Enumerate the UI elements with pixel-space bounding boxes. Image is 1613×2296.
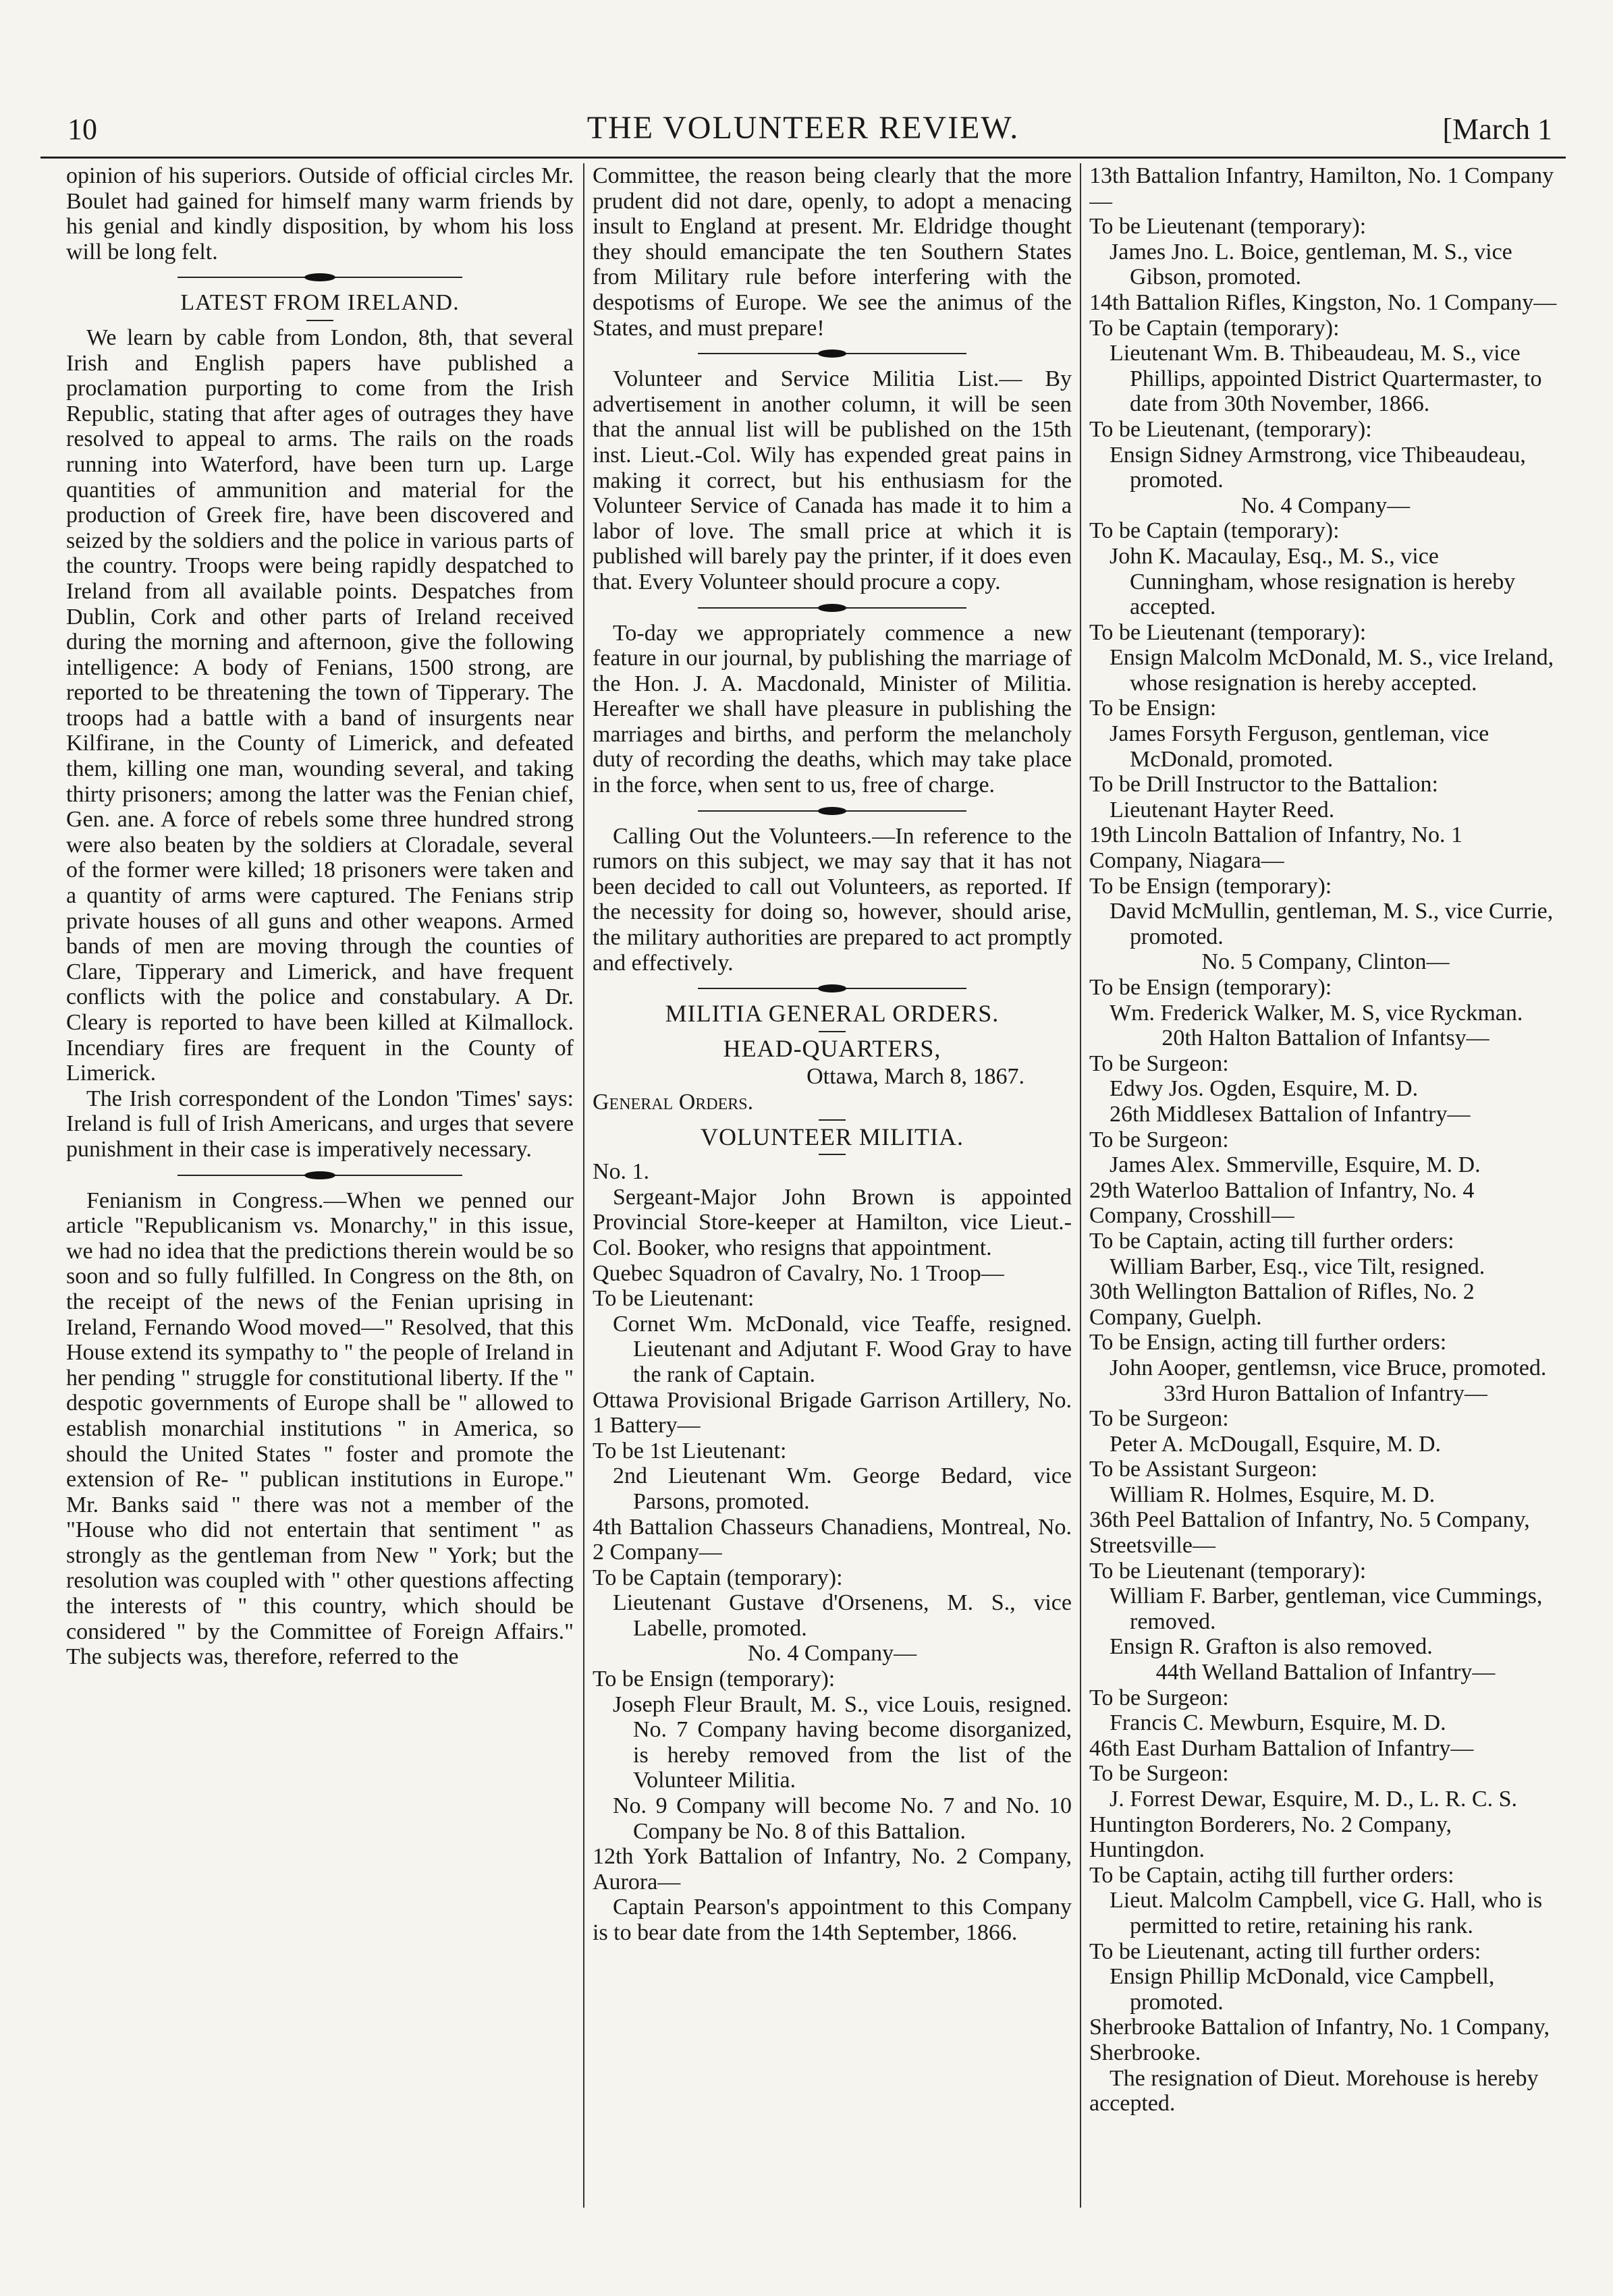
- headline-head-quarters: HEAD-QUARTERS,: [723, 1034, 941, 1062]
- article-calling-out: Calling Out the Volunteers.—In reference to the rumors on this subject, we may say that it has not been decided to call out Volunteers, as reported. If the necessity for doing so, however, should arise, the military authorities are prepared to act promptly and effectively.: [593, 823, 1072, 976]
- order-line: No. 4 Company—: [1240, 493, 1411, 518]
- issue-date: [March 1: [1442, 113, 1552, 146]
- short-rule: [819, 1119, 846, 1121]
- order-line: Peter A. McDougall, Esquire, M. D.: [1110, 1431, 1442, 1457]
- order-line: To be Surgeon:: [1089, 1051, 1229, 1076]
- order-line: Ensign R. Grafton is also removed.: [1110, 1634, 1433, 1660]
- order-line: Sergeant-Major John Brown is appointed Provincial Store-keeper at Hamilton, vice Lieut.-Col. Booker, who resigns that appointment.: [593, 1184, 1072, 1260]
- order-line: To be Captain, acting till further orders:: [1089, 1228, 1454, 1254]
- order-line: To be Drill Instructor to the Battalion:: [1089, 772, 1438, 797]
- order-line: James Jno. L. Boice, gentleman, M. S., vice Gibson, promoted.: [1110, 239, 1512, 290]
- headline-militia-orders: MILITIA GENERAL ORDERS.: [665, 1000, 1000, 1028]
- order-line: To be Surgeon:: [1089, 1127, 1229, 1152]
- order-line: To be Lieutenant (temporary):: [1089, 619, 1367, 645]
- order-line: William R. Holmes, Esquire, M. D.: [1110, 1482, 1436, 1507]
- order-line: 36th Peel Battalion of Infantry, No. 5 Company, Streetsville—: [1089, 1507, 1530, 1559]
- order-line: Ensign Sidney Armstrong, vice Thibeaudeau, promoted.: [1110, 442, 1526, 493]
- order-line: 20th Halton Battalion of Infantsy—: [1161, 1026, 1489, 1051]
- order-line: 30th Wellington Battalion of Rifles, No. 2 Company, Guelph.: [1089, 1279, 1475, 1330]
- order-line: To be Lieutenant (temporary):: [1089, 1558, 1367, 1584]
- order-line: William F. Barber, gentleman, vice Cummings, removed.: [1110, 1584, 1543, 1634]
- ornament-divider: [66, 1165, 574, 1185]
- order-line: 26th Middlesex Battalion of Infantry—: [1110, 1101, 1471, 1127]
- order-line: To be Lieutenant:: [593, 1286, 755, 1312]
- order-line: Huntington Borderers, No. 2 Company, Huntingdon.: [1089, 1812, 1452, 1863]
- order-line: To be Surgeon:: [1089, 1406, 1229, 1432]
- order-line: To be Lieutenant (temporary):: [1089, 214, 1367, 240]
- order-line: Joseph Fleur Brault, M. S., vice Louis, resigned. No. 7 Company having become disorganized, is hereby removed from the list of the Volunteer Militia.: [613, 1691, 1072, 1793]
- ornament-divider: [593, 598, 1072, 618]
- order-line: Lieut. Malcolm Campbell, vice G. Hall, who is permitted to retire, retaining his rank.: [1110, 1888, 1543, 1938]
- short-rule: [819, 1031, 846, 1032]
- order-line: Sherbrooke Battalion of Infantry, No. 1 Company, Sherbrooke.: [1089, 2015, 1550, 2065]
- ornament-divider: [593, 801, 1072, 821]
- order-line: J. Forrest Dewar, Esquire, M. D., L. R. C. S.: [1110, 1787, 1517, 1812]
- order-line: James Forsyth Ferguson, gentleman, vice McDonald, promoted.: [1110, 721, 1489, 772]
- order-line: To be Lieutenant, acting till further orders:: [1089, 1938, 1481, 1964]
- article-committee: Committee, the reason being clearly that the more prudent did not dare, openly, to adopt a menacing insult to England at present. Mr. Eldridge thought they should emancipate the ten Southern States from Military rule before interfering with the despotisms of Europe. We see the animus of the States, and must prepare!: [593, 163, 1072, 341]
- order-line: To be Lieutenant, (temporary):: [1089, 416, 1372, 442]
- order-line: 14th Battalion Rifles, Kingston, No. 1 Company—: [1089, 289, 1557, 315]
- dateline: Ottawa, March 8, 1867.: [806, 1064, 1024, 1090]
- order-line: Ottawa Provisional Brigade Garrison Artillery, No. 1 Battery—: [593, 1387, 1072, 1438]
- short-rule: [306, 320, 333, 321]
- column-3: [1089, 163, 1562, 2208]
- order-line: No. 9 Company will become No. 7 and No. 10 Company be No. 8 of this Battalion.: [613, 1793, 1072, 1844]
- order-line: Cornet Wm. McDonald, vice Teaffe, resigned. Lieutenant and Adjutant F. Wood Gray to have the rank of Captain.: [613, 1311, 1072, 1387]
- article-fenianism-congress: Fenianism in Congress.—When we penned our article "Republicanism vs. Monarchy," in this issue, we had no idea that the predictions therein would be so soon and so fully fulfilled. In Congress on the 8th, on the receipt of the news of the Fenian uprising in Ireland, Fernando Wood moved—" Resolved, that this House extend its sympathy to " the people of Ireland in her pending " struggle for constitutional liberty. If the " despotic governments of Europe shall be " allowed to establish monarchial institutions " in America, so should the United States " foster and promote the extension of Re- " publican institutions in Europe." Mr. Banks said " there was not a member of the "House who did not entertain that sentiment " as strongly as the gentleman from New " York; but the resolution was coupled with " other questions affecting the interests of " this country, which should be considered " by the Committee of Foreign Affairs." The subjects was, therefore, referred to the: [66, 1187, 574, 1670]
- headline-volunteer-militia: VOLUNTEER MILITIA.: [701, 1123, 964, 1150]
- ornament-divider: [66, 267, 574, 287]
- article-ireland: We learn by cable from London, 8th, that several Irish and English papers have published a proclamation purporting to come from the Irish Republic, stating that after ages of outrages they have resolved to appeal to arms. The rails on the roads running into Waterford, have been turn up. Large quantities of ammunition and material for the production of Greek fire, have been discovered and seized by the soldiers and the police in various parts of the country. Troops were being rapidly despatched to Ireland from all available points. Despatches from Dublin, Cork and other parts of Ireland received during the morning and afternoon, give the following intelligence: A body of Fenians, 1500 strong, are reported to be threatening the town of Tipperary. The troops had a battle with a band of insurgents near Kilfirane, in the County of Limerick, and defeated them, killing one man, wounding several, and taking thirty prisoners; among the latter was the Fenian chief, Gen. ane. A force of rebels some three hundred strong were also beaten by the soldiers at Cloradale, several of the former were killed; 18 prisoners were taken and a quantity of arms were captured. The Fenians strip private houses of all guns and other weapons. Armed bands of men are moving through the counties of Clare, Tipperary and Limerick, and have frequent conflicts with the police and constabulary. A Dr. Cleary is reported to have been killed at Kilmallock. Incendiary fires are frequent in the County of Limerick.: [66, 325, 574, 1086]
- ornament-divider: [593, 343, 1072, 364]
- short-rule: [819, 1154, 846, 1155]
- order-line: 4th Battalion Chasseurs Chanadiens, Montreal, No. 2 Company—: [593, 1514, 1072, 1565]
- ornament-divider: [593, 978, 1072, 999]
- masthead-title: THE VOLUNTEER REVIEW.: [586, 110, 1020, 146]
- order-line: Lieutenant Gustave d'Orsenens, M. S., vice Labelle, promoted.: [613, 1590, 1072, 1641]
- headline-ireland: LATEST FROM IRELAND.: [180, 290, 460, 316]
- order-line: To be Surgeon:: [1089, 1685, 1229, 1710]
- column-2: [593, 163, 1072, 2208]
- order-line: 12th York Battalion of Infantry, No. 2 Company, Aurora—: [593, 1844, 1072, 1895]
- order-line: To be Captain, actihg till further orders:: [1089, 1862, 1454, 1888]
- order-line: Ensign Phillip McDonald, vice Campbell, promoted.: [1110, 1964, 1495, 2015]
- order-line: 33rd Huron Battalion of Infantry—: [1164, 1380, 1487, 1406]
- order-line: No. 4 Company—: [747, 1641, 917, 1667]
- order-line: No. 5 Company, Clinton—: [1201, 949, 1450, 975]
- column-divider: [1080, 163, 1081, 2208]
- order-line: To be Surgeon:: [1089, 1761, 1229, 1787]
- order-line: The resignation of Dieut. Morehouse is hereby accepted.: [1089, 2065, 1539, 2117]
- article-continued: opinion of his superiors. Outside of official circles Mr. Boulet had gained for himself many warm friends by his genial and kindly disposition, by whom his loss will be long felt.: [66, 163, 574, 264]
- article-today: To-day we appropriately commence a new feature in our journal, by publishing the marriage of the Hon. J. A. Macdonald, Minister of Militia. Hereafter we shall have pleasure in publishing the marriages and births, and perform the melancholy duty of recording the deaths, which may take place in the force, when sent to us, free of charge.: [593, 620, 1072, 798]
- column-divider: [583, 163, 584, 2208]
- article-militia-list: Volunteer and Service Militia List.— By advertisement in another column, it will be seen that the annual list will be published on the 15th inst. Lieut.-Col. Wily has expended great pains in making it correct, but his enthusiasm for the Volunteer Service of Canada has made it to him a labor of love. The small price at which it is published will barely pay the printer, if it does even that. Every Volunteer should procure a copy.: [593, 366, 1072, 594]
- order-line: 46th East Durham Battalion of Infantry—: [1089, 1735, 1474, 1761]
- general-orders-label: General Orders.: [593, 1090, 754, 1115]
- article-times: The Irish correspondent of the London 'Times' says: Ireland is full of Irish Americans, and urges that severe punishment in their case is imperatively necessary.: [66, 1086, 574, 1162]
- order-line: To be Assistant Surgeon:: [1089, 1457, 1317, 1482]
- order-line: 19th Lincoln Battalion of Infantry, No. 1 Company, Niagara—: [1089, 822, 1463, 874]
- order-line: Lieutenant Wm. B. Thibeaudeau, M. S., vice Phillips, appointed District Quartermaster, to date from 30th November, 1866.: [1110, 341, 1542, 417]
- order-line: To be Ensign (temporary):: [593, 1667, 836, 1692]
- order-line: James Alex. Smmerville, Esquire, M. D.: [1110, 1152, 1481, 1178]
- column-1: [66, 163, 574, 2208]
- order-line: Quebec Squadron of Cavalry, No. 1 Troop—: [593, 1260, 1004, 1286]
- order-line: John K. Macaulay, Esq., M. S., vice Cunningham, whose resignation is hereby accepted.: [1110, 543, 1516, 620]
- order-line: 29th Waterloo Battalion of Infantry, No. 4 Company, Crosshill—: [1089, 1177, 1475, 1229]
- order-line: To be 1st Lieutenant:: [593, 1438, 787, 1463]
- order-line: Francis C. Mewburn, Esquire, M. D.: [1110, 1710, 1446, 1736]
- order-line: To be Ensign (temporary):: [1089, 975, 1332, 1000]
- order-line: 44th Welland Battalion of Infantry—: [1155, 1660, 1496, 1685]
- page-number: 10: [67, 113, 97, 146]
- order-line: To be Captain (temporary):: [1089, 518, 1340, 544]
- order-line: To be Ensign:: [1089, 696, 1217, 721]
- order-line: To be Ensign (temporary):: [1089, 873, 1332, 899]
- order-line: Ensign Malcolm McDonald, M. S., vice Ireland, whose resignation is hereby accepted.: [1110, 645, 1554, 696]
- order-line: Edwy Jos. Ogden, Esquire, M. D.: [1110, 1076, 1419, 1102]
- page-header: [40, 101, 1566, 159]
- order-line: John Aooper, gentlemsn, vice Bruce, promoted.: [1110, 1355, 1547, 1380]
- order-line: To be Ensign, acting till further orders:: [1089, 1330, 1447, 1355]
- order-line: To be Captain (temporary):: [593, 1565, 843, 1590]
- order-line: To be Captain (temporary):: [1089, 315, 1340, 341]
- order-line: No. 1.: [593, 1159, 650, 1185]
- order-line: William Barber, Esq., vice Tilt, resigned.: [1110, 1254, 1485, 1279]
- order-line: 13th Battalion Infantry, Hamilton, No. 1 Company—: [1089, 163, 1554, 214]
- order-line: Wm. Frederick Walker, M. S, vice Ryckman.: [1110, 1000, 1523, 1026]
- order-line: Lieutenant Hayter Reed.: [1110, 797, 1335, 822]
- order-line: Captain Pearson's appointment to this Company is to bear date from the 14th September, 1866.: [593, 1895, 1072, 1945]
- order-line: David McMullin, gentleman, M. S., vice Currie, promoted.: [1110, 899, 1554, 949]
- order-line: 2nd Lieutenant Wm. George Bedard, vice Parsons, promoted.: [613, 1463, 1072, 1514]
